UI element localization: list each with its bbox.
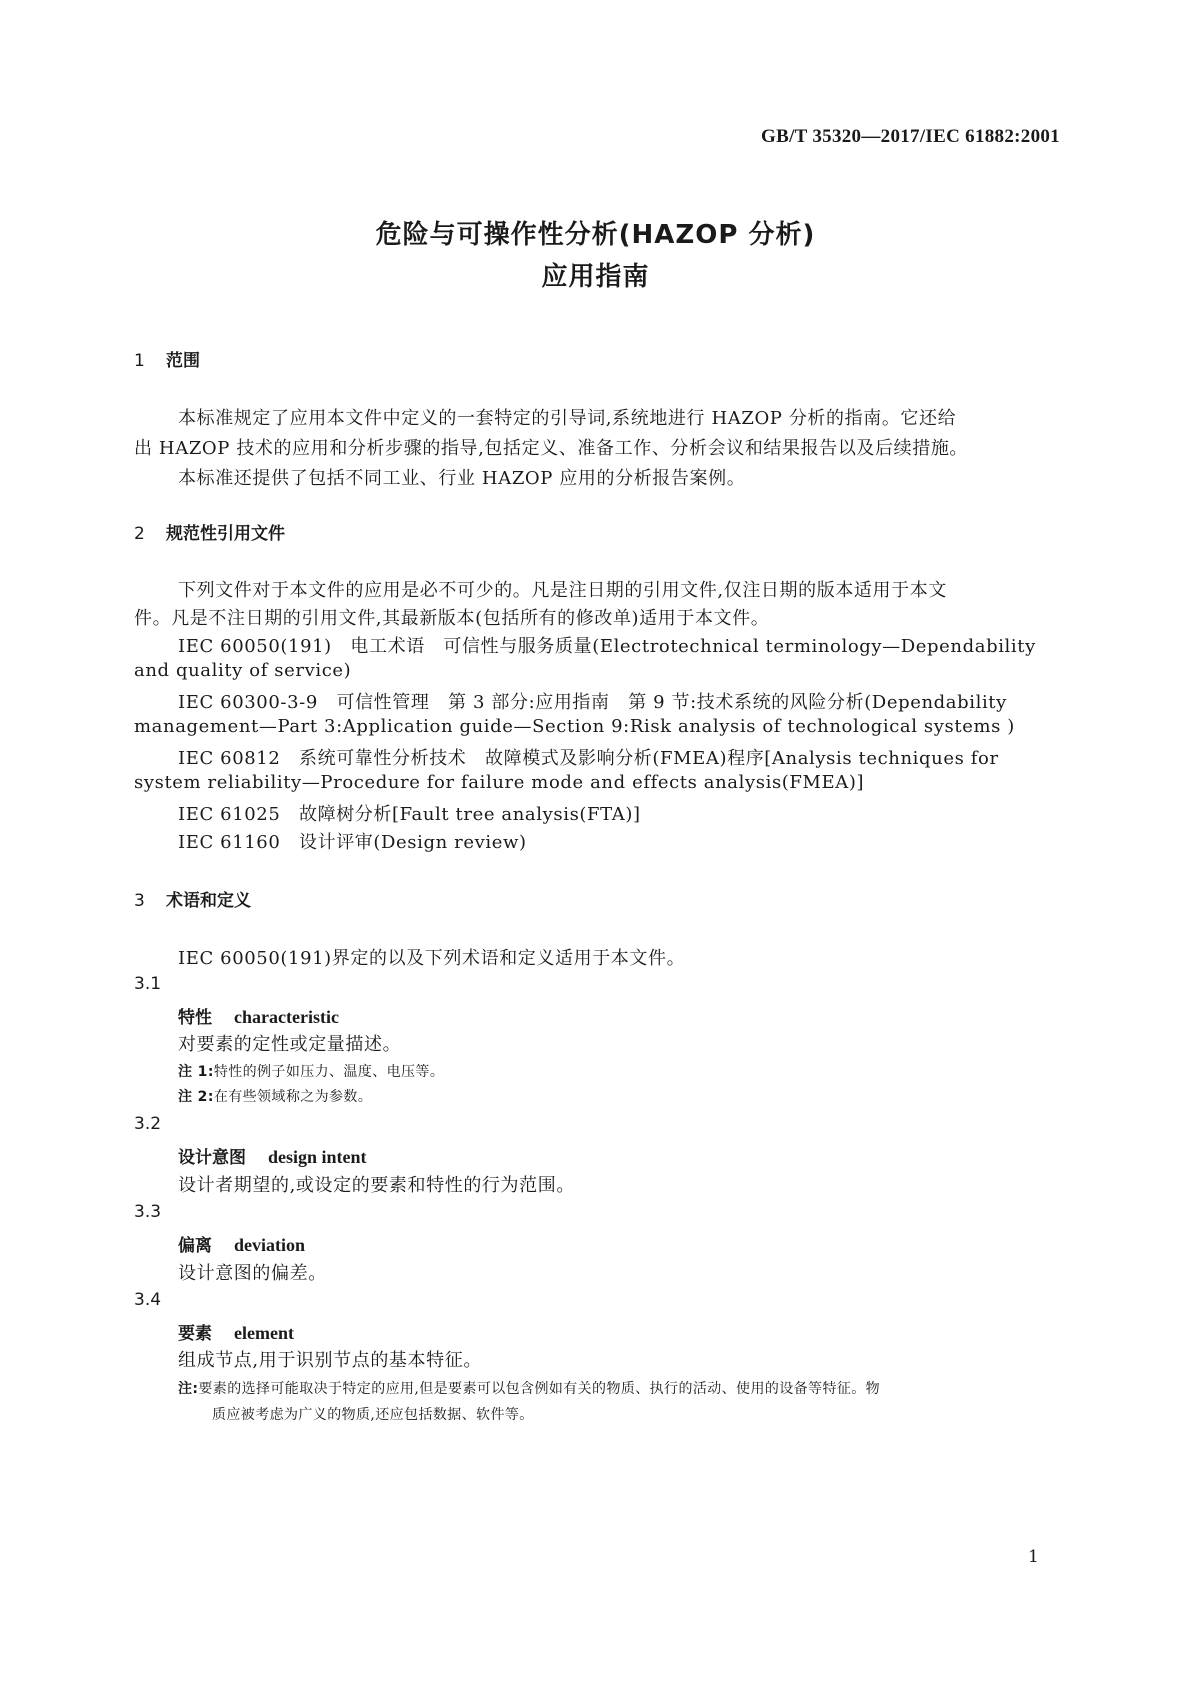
- note-continuation: 质应被考虑为广义的物质,还应包括数据、软件等。: [212, 1407, 534, 1423]
- note-label: 注 2:: [178, 1089, 214, 1105]
- paragraph: IEC 60050(191)界定的以及下列术语和定义适用于本文件。: [178, 948, 686, 969]
- reference-entry: system reliability—Procedure for failure mode and effects analysis(FMEA)]: [134, 772, 865, 793]
- paragraph: 件。凡是不注日期的引用文件,其最新版本(包括所有的修改单)适用于本文件。: [134, 608, 770, 629]
- document-subtitle: 应用指南: [541, 262, 650, 292]
- term-heading: [178, 1143, 367, 1168]
- section-title: 规范性引用文件: [166, 524, 285, 544]
- note-text: 特性的例子如压力、温度、电压等。: [213, 1064, 445, 1080]
- term-zh: 设计意图: [178, 1148, 246, 1168]
- reference-entry: IEC 60300-3-9 可信性管理 第 3 部分:应用指南 第 9 节:技术系统的风险分析(Dependability: [178, 692, 1007, 713]
- term-definition: 组成节点,用于识别节点的基本特征。: [178, 1350, 482, 1371]
- paragraph: 出 HAZOP 技术的应用和分析步骤的指导,包括定义、准备工作、分析会议和结果报告以及后续措施。: [134, 438, 969, 459]
- standard-number: GB/T 35320—2017/IEC 61882:2001: [761, 126, 1060, 147]
- term-number: 3.3: [134, 1202, 162, 1222]
- term-definition: 对要素的定性或定量描述。: [178, 1034, 402, 1055]
- section-number: 1: [134, 351, 145, 371]
- reference-entry: IEC 61160 设计评审(Design review): [178, 832, 527, 853]
- term-en: characteristic: [234, 1007, 339, 1027]
- reference-entry: and quality of service): [134, 660, 352, 681]
- paragraph: 本标准规定了应用本文件中定义的一套特定的引导词,系统地进行 HAZOP 分析的指南。它还给: [178, 408, 957, 429]
- document-title: 危险与可操作性分析(HAZOP 分析): [375, 220, 816, 250]
- term-en: element: [234, 1323, 294, 1343]
- paragraph: 下列文件对于本文件的应用是必不可少的。凡是注日期的引用文件,仅注日期的版本适用于本文: [178, 580, 947, 601]
- note-text: 在有些领域称之为参数。: [213, 1089, 373, 1105]
- section-number: 3: [134, 891, 145, 911]
- section-heading-scope: [134, 346, 200, 371]
- section-title: 术语和定义: [166, 891, 251, 911]
- term-heading: [178, 1231, 305, 1256]
- term-heading: [178, 1003, 339, 1028]
- term-definition: 设计意图的偏差。: [178, 1263, 327, 1284]
- section-number: 2: [134, 524, 145, 544]
- term-number: 3.1: [134, 974, 162, 994]
- term-number: 3.4: [134, 1290, 162, 1310]
- page-number: 1: [1028, 1547, 1039, 1567]
- term-number: 3.2: [134, 1114, 162, 1134]
- section-heading-normative-references: [134, 519, 285, 544]
- reference-entry: IEC 60050(191) 电工术语 可信性与服务质量(Electrotechnical terminology—Dependability: [178, 636, 1036, 657]
- note-label: 注 1:: [178, 1064, 214, 1080]
- term-heading: [178, 1319, 294, 1344]
- term-zh: 特性: [178, 1008, 212, 1028]
- term-zh: 偏离: [178, 1236, 212, 1256]
- note: [178, 1086, 372, 1106]
- note-label: 注:: [178, 1381, 199, 1397]
- paragraph: 本标准还提供了包括不同工业、行业 HAZOP 应用的分析报告案例。: [178, 468, 746, 489]
- note: [178, 1378, 880, 1398]
- reference-entry: management—Part 3:Application guide—Section 9:Risk analysis of technological systems ): [134, 716, 1015, 737]
- reference-entry: IEC 60812 系统可靠性分析技术 故障模式及影响分析(FMEA)程序[Analysis techniques for: [178, 748, 999, 769]
- note: [178, 1061, 444, 1081]
- section-heading-terms: [134, 886, 251, 911]
- term-zh: 要素: [178, 1324, 212, 1344]
- note-text: 要素的选择可能取决于特定的应用,但是要素可以包含例如有关的物质、执行的活动、使用的设备等特征。物: [198, 1381, 881, 1397]
- section-title: 范围: [166, 351, 200, 371]
- term-en: deviation: [234, 1235, 306, 1255]
- term-definition: 设计者期望的,或设定的要素和特性的行为范围。: [178, 1175, 575, 1196]
- reference-entry: IEC 61025 故障树分析[Fault tree analysis(FTA)]: [178, 804, 641, 825]
- term-en: design intent: [268, 1147, 367, 1167]
